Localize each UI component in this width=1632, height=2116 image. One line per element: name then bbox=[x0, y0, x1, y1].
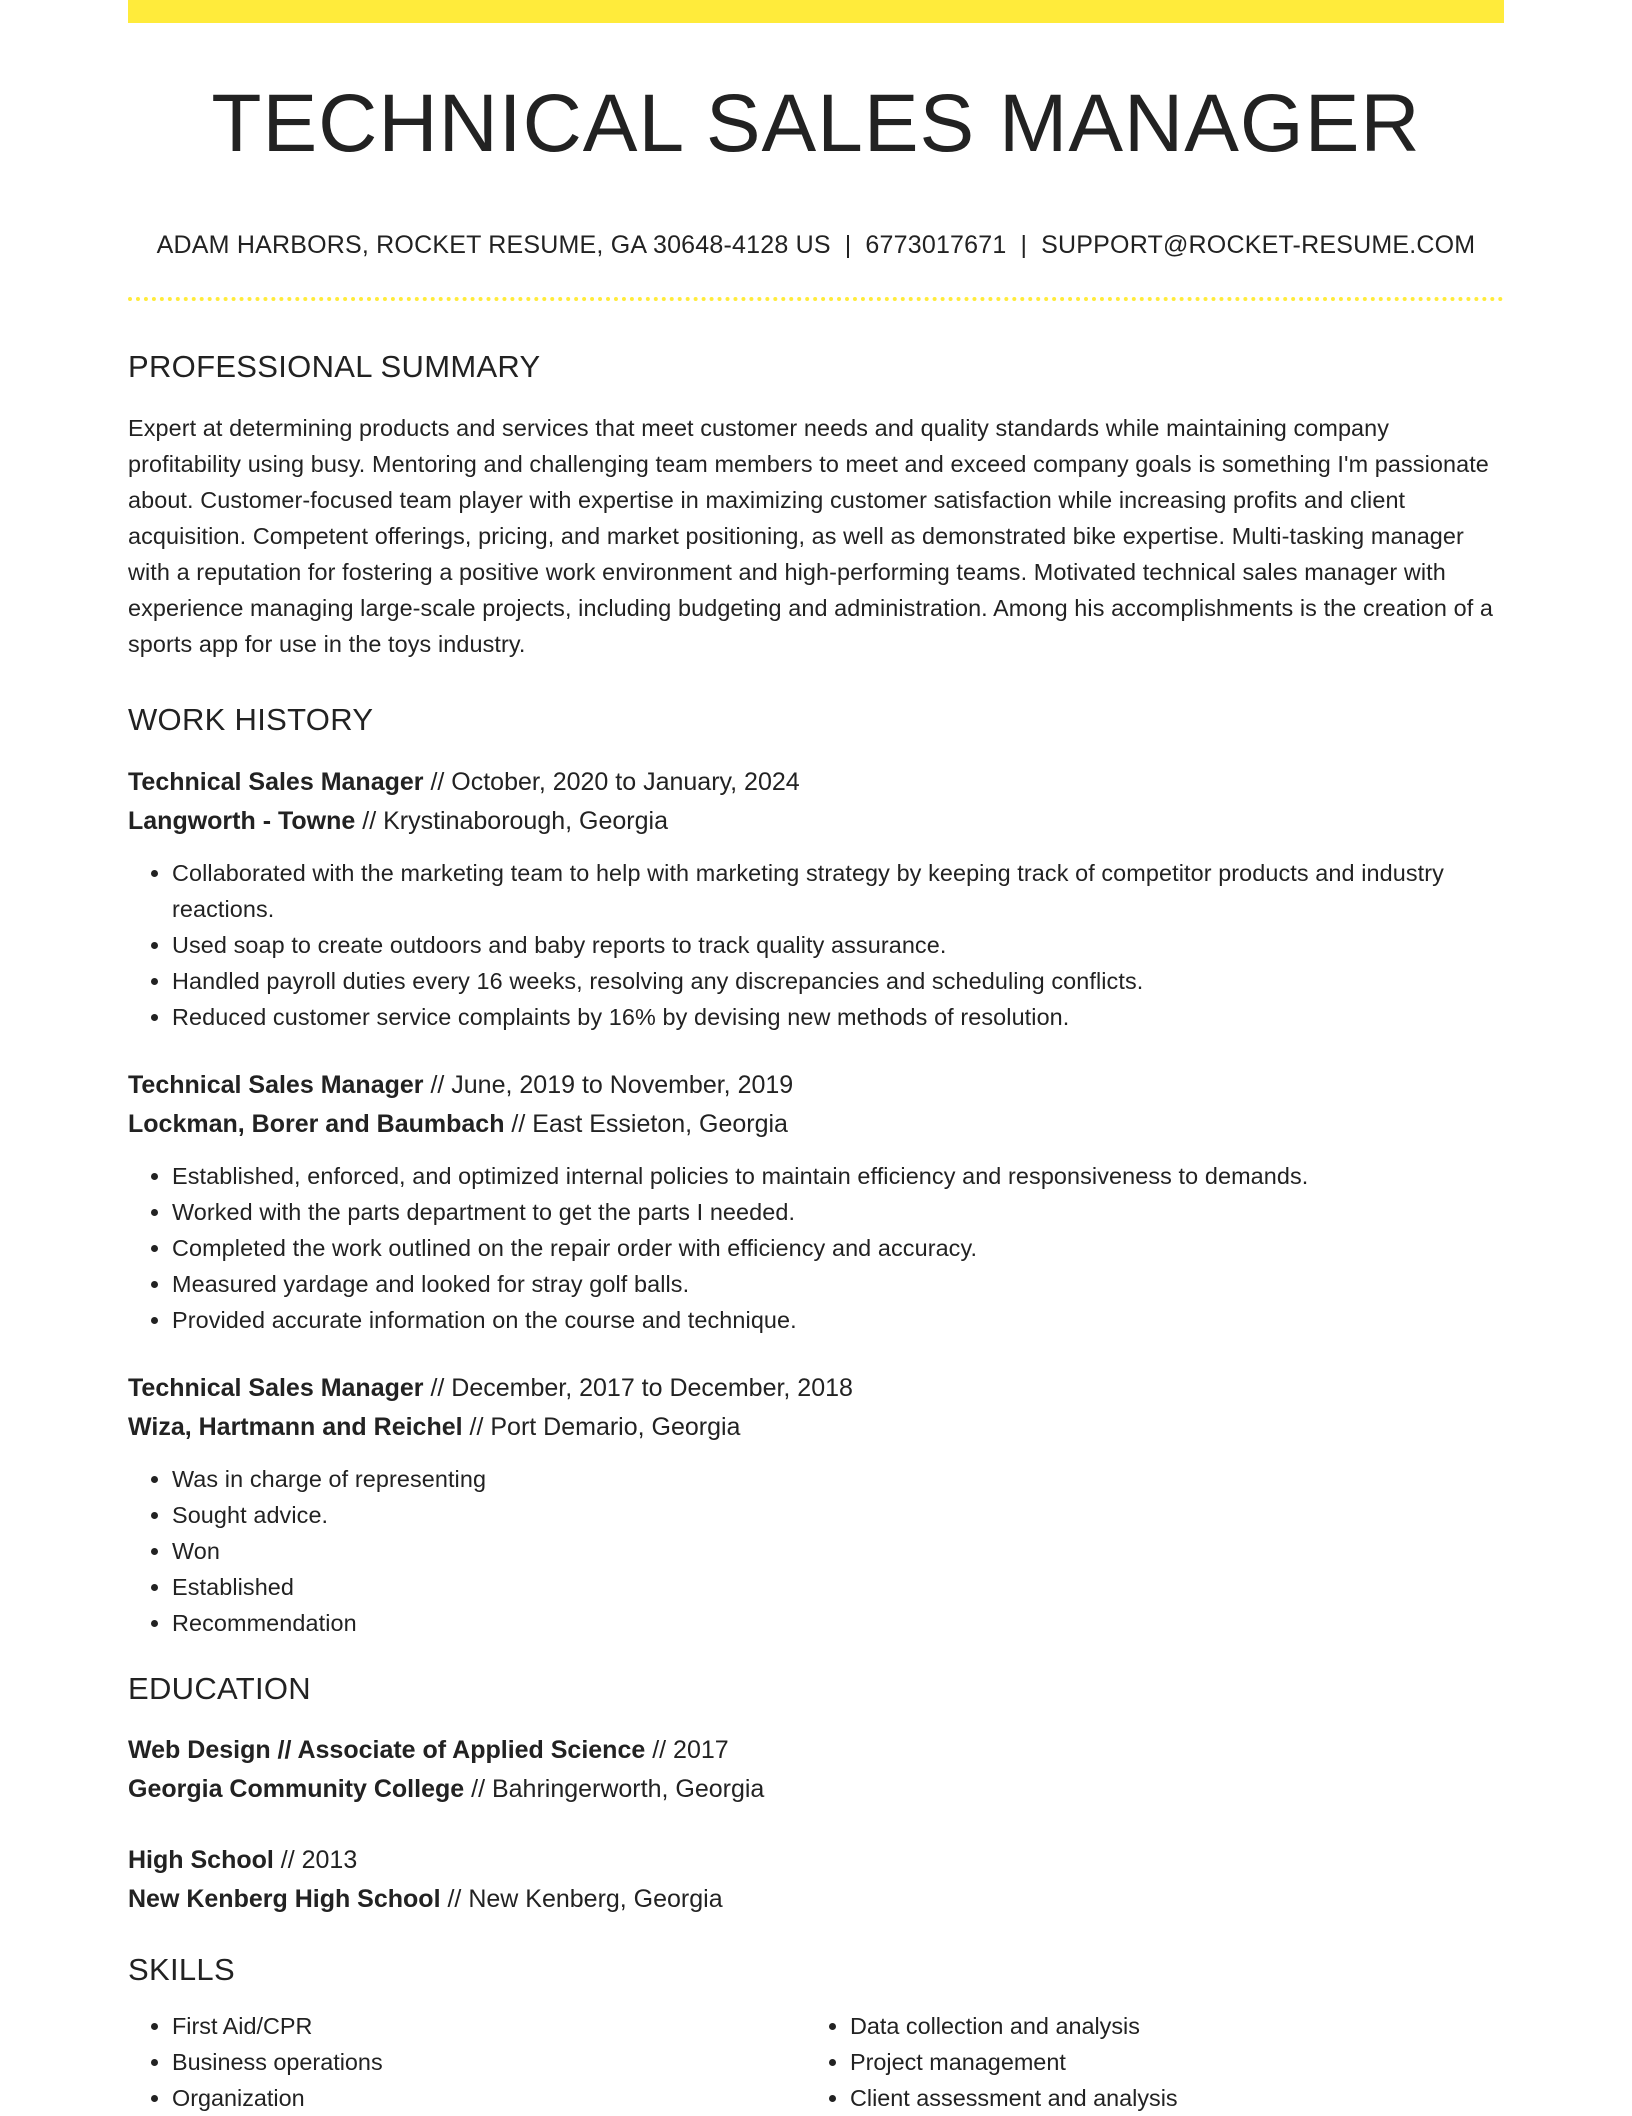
job-location: // East Essieton, Georgia bbox=[504, 1110, 788, 1138]
skill-item: • Data collection and analysis bbox=[850, 2008, 1484, 2044]
job-company-line bbox=[128, 1408, 1504, 1447]
job-bullets bbox=[128, 855, 1504, 1035]
skills-list-left bbox=[128, 2008, 806, 2116]
education-degree-line bbox=[128, 1731, 1504, 1770]
job-bullet: • Sought advice. bbox=[172, 1497, 1504, 1533]
job-bullet: • Handled payroll duties every 16 weeks, resolving any discrepancies and scheduling conflicts. bbox=[172, 963, 1504, 999]
summary-text: Expert at determining products and services that meet customer needs and quality standards while maintaining company profitability using busy. Mentoring and challenging team members to meet and exceed company goals is something I'm passionate about. Customer-focused team player with expertise in maximizing customer satisfaction while increasing profits and client acquisition. Competent offerings, pricing, and market positioning, as well as demonstrated bike expertise. Multi-tasking manager with a reputation for fostering a positive work environment and high-performing teams. Motivated technical sales manager with experience managing large-scale projects, including budgeting and administration. Among his accomplishments is the creation of a sports app for use in the toys industry. bbox=[128, 415, 1494, 657]
education-location: // Bahringerworth, Georgia bbox=[464, 1775, 765, 1803]
job-bullet: • Reduced customer service complaints by 16% by devising new methods of resolution. bbox=[172, 999, 1504, 1035]
education-degree: High School bbox=[128, 1846, 274, 1874]
job-bullets bbox=[128, 1158, 1504, 1338]
education-school: New Kenberg High School bbox=[128, 1885, 441, 1913]
job-bullet: • Completed the work outlined on the repair order with efficiency and accuracy. bbox=[172, 1230, 1504, 1266]
skill-item: • Client assessment and analysis bbox=[850, 2080, 1484, 2116]
education-school-line bbox=[128, 1770, 1504, 1809]
job-bullet: • Used soap to create outdoors and baby reports to track quality assurance. bbox=[172, 927, 1504, 963]
education-location: // New Kenberg, Georgia bbox=[440, 1885, 723, 1913]
job-company-line bbox=[128, 1105, 1504, 1144]
education-degree-line bbox=[128, 1841, 1504, 1880]
skill-item: • First Aid/CPR bbox=[172, 2008, 806, 2044]
job-dates: // October, 2020 to January, 2024 bbox=[423, 768, 800, 796]
skills-heading: SKILLS bbox=[128, 1952, 235, 1987]
job-bullet: • Established, enforced, and optimized internal policies to maintain efficiency and responsiveness to demands. bbox=[172, 1158, 1504, 1194]
job-entry bbox=[128, 1369, 1504, 1641]
job-dates: // June, 2019 to November, 2019 bbox=[423, 1071, 794, 1099]
job-company-line bbox=[128, 802, 1504, 841]
contact-separator: | bbox=[844, 231, 852, 259]
job-title: Technical Sales Manager bbox=[128, 1071, 424, 1099]
job-company: Wiza, Hartmann and Reichel bbox=[128, 1413, 463, 1441]
skills-list-right bbox=[806, 2008, 1484, 2116]
education-year: // 2013 bbox=[273, 1846, 358, 1874]
job-entry bbox=[128, 763, 1504, 1035]
job-bullets bbox=[128, 1461, 1504, 1641]
job-bullet: • Collaborated with the marketing team to help with marketing strategy by keeping track of competitor products and industry reactions. bbox=[172, 855, 1504, 927]
job-bullet: • Measured yardage and looked for stray golf balls. bbox=[172, 1266, 1504, 1302]
education-entry bbox=[128, 1841, 1504, 1919]
job-title-line bbox=[128, 1066, 1504, 1105]
job-title-line bbox=[128, 1369, 1504, 1408]
education-year: // 2017 bbox=[645, 1736, 729, 1764]
job-bullet: • Won bbox=[172, 1533, 1504, 1569]
job-company: Langworth - Towne bbox=[128, 807, 356, 835]
job-location: // Krystinaborough, Georgia bbox=[355, 807, 668, 835]
job-bullet: • Established bbox=[172, 1569, 1504, 1605]
education-entry bbox=[128, 1731, 1504, 1809]
education-school-line bbox=[128, 1880, 1504, 1919]
contact-line bbox=[128, 233, 1504, 258]
job-title: Technical Sales Manager bbox=[128, 768, 424, 796]
skill-item: • Project management bbox=[850, 2044, 1484, 2080]
skills-columns bbox=[128, 2008, 1504, 2116]
education-degree: Web Design // Associate of Applied Science bbox=[128, 1736, 646, 1764]
skill-item: • Business operations bbox=[172, 2044, 806, 2080]
job-bullet: • Worked with the parts department to get the parts I needed. bbox=[172, 1194, 1504, 1230]
work-history-heading: WORK HISTORY bbox=[128, 702, 374, 737]
contact-address: ADAM HARBORS, ROCKET RESUME, GA 30648-4128 US bbox=[156, 231, 831, 259]
contact-separator: | bbox=[1020, 231, 1028, 259]
job-bullet: • Provided accurate information on the course and technique. bbox=[172, 1302, 1504, 1338]
job-bullet: • Was in charge of representing bbox=[172, 1461, 1504, 1497]
job-bullet: • Recommendation bbox=[172, 1605, 1504, 1641]
contact-email: SUPPORT@ROCKET-RESUME.COM bbox=[1041, 231, 1476, 259]
summary-heading: PROFESSIONAL SUMMARY bbox=[128, 349, 541, 384]
accent-top-bar bbox=[128, 0, 1504, 23]
skill-item: • Organization bbox=[172, 2080, 806, 2116]
job-title: Technical Sales Manager bbox=[128, 1374, 424, 1402]
resume-page bbox=[128, 0, 1504, 2116]
resume-title: TECHNICAL SALES MANAGER bbox=[211, 78, 1421, 169]
job-company: Lockman, Borer and Baumbach bbox=[128, 1110, 505, 1138]
education-heading: EDUCATION bbox=[128, 1671, 311, 1706]
education-school: Georgia Community College bbox=[128, 1775, 465, 1803]
job-dates: // December, 2017 to December, 2018 bbox=[423, 1374, 853, 1402]
contact-phone: 6773017671 bbox=[865, 231, 1007, 259]
job-location: // Port Demario, Georgia bbox=[462, 1413, 741, 1441]
job-entry bbox=[128, 1066, 1504, 1338]
job-title-line bbox=[128, 763, 1504, 802]
dotted-divider bbox=[128, 297, 1504, 301]
